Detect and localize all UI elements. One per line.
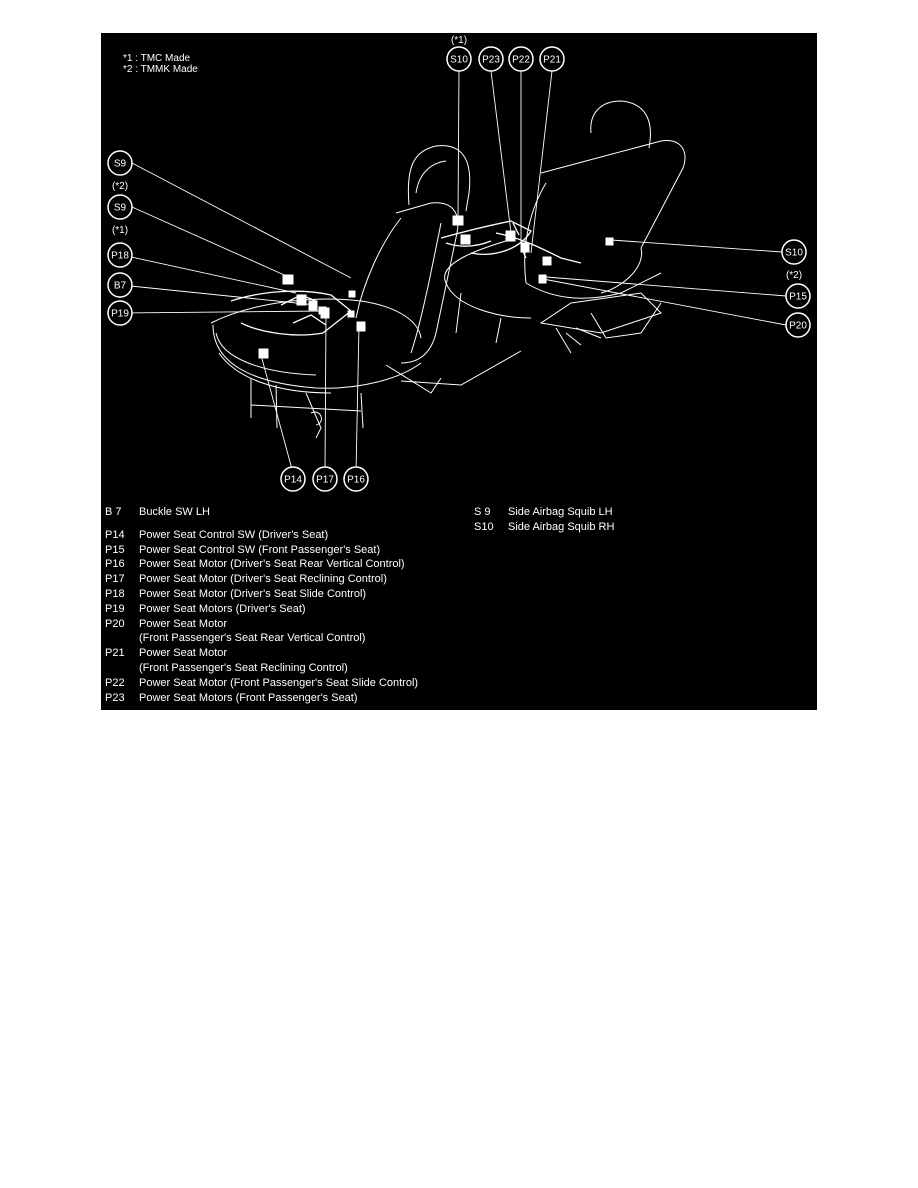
callout-label: S9 — [113, 158, 127, 170]
callout-b7 — [108, 273, 132, 297]
callout-label: P19 — [111, 308, 129, 320]
legend-desc: Side Airbag Squib LH — [508, 506, 613, 518]
driver-seat-drawing — [211, 146, 521, 438]
legend-desc: Power Seat Control SW (Driver's Seat) — [139, 528, 329, 541]
legend-desc: Power Seat Motors (Driver's Seat) — [139, 602, 306, 615]
callout-label: P17 — [316, 474, 334, 486]
legend-row — [105, 617, 418, 632]
callout-note: (*1) — [111, 225, 129, 236]
callout-p17 — [313, 467, 337, 491]
callout-p16 — [344, 467, 368, 491]
legend-desc: Power Seat Control SW (Front Passenger's Seat) — [139, 543, 381, 556]
callout-label: S10 — [785, 247, 803, 259]
legend-row — [105, 646, 418, 661]
callout-note: (*1) — [450, 35, 468, 46]
legend-row — [105, 557, 418, 572]
legend-desc: Power Seat Motor (Driver's Seat Slide Control) — [139, 587, 367, 600]
callout-label: P18 — [111, 250, 129, 262]
callout-label: P21 — [543, 54, 561, 66]
callout-label: S9 — [113, 202, 127, 214]
legend-code: P15 — [105, 543, 125, 556]
legend-row — [474, 505, 614, 520]
legend-row — [105, 572, 418, 587]
callout-p19 — [108, 301, 132, 325]
callout-label: P22 — [512, 54, 530, 66]
callout-label: B7 — [113, 280, 127, 292]
legend-desc: Power Seat Motor (Front Passenger's Seat Slide Control) — [139, 676, 419, 689]
callout-label: P23 — [482, 54, 500, 66]
diagram-panel — [101, 33, 817, 710]
legend-right — [474, 505, 614, 535]
legend-code: P21 — [105, 647, 125, 660]
legend-desc: Side Airbag Squib RH — [508, 520, 615, 533]
legend-row — [105, 505, 418, 520]
callout-label: P16 — [347, 474, 365, 486]
legend-desc: Power Seat Motor (Driver's Seat Rear Vertical Control) — [139, 558, 405, 571]
passenger-seat-drawing — [445, 101, 685, 353]
legend-row — [105, 676, 418, 691]
legend-code: P18 — [105, 587, 125, 600]
callout-p18 — [108, 243, 132, 267]
callout-p20 — [786, 313, 810, 337]
legend-code: P14 — [105, 528, 125, 541]
footnote-tmmk: *2 : TMMK Made — [123, 64, 198, 75]
legend-code: P19 — [105, 602, 125, 615]
callout-p21 — [540, 47, 564, 71]
legend-desc-continued: (Front Passenger's Seat Reclining Control) — [139, 661, 348, 674]
legend-row — [105, 543, 418, 558]
callout-label: S10 — [450, 54, 468, 66]
legend-code: S10 — [474, 520, 494, 533]
leader-lines — [121, 71, 786, 473]
callout-s9 — [108, 195, 132, 236]
legend-code: P22 — [105, 676, 125, 689]
callout-label: P15 — [789, 291, 807, 303]
legend-desc: Power Seat Motor (Driver's Seat Reclining Control) — [139, 573, 387, 586]
legend-code: B 7 — [105, 506, 122, 518]
legend-code: P17 — [105, 573, 125, 586]
legend-left — [105, 505, 418, 705]
legend-row — [105, 587, 418, 602]
legend-desc: Power Seat Motor — [139, 647, 228, 660]
callout-s10 — [782, 240, 806, 281]
legend-row — [105, 602, 418, 617]
callout-p14 — [281, 467, 305, 491]
legend-code: S 9 — [474, 506, 491, 518]
legend-desc: Power Seat Motor — [139, 617, 228, 630]
callout-label: P20 — [789, 320, 807, 332]
legend-row — [105, 528, 418, 543]
callout-p23 — [479, 47, 503, 71]
callout-p15 — [786, 284, 810, 308]
callout-note: (*2) — [111, 181, 129, 192]
legend-row — [105, 691, 418, 706]
footnote-tmc: *1 : TMC Made — [123, 53, 191, 64]
legend-desc-continued: (Front Passenger's Seat Rear Vertical Control) — [139, 632, 366, 645]
legend-code: P20 — [105, 617, 125, 630]
callout-note: (*2) — [785, 270, 803, 281]
callout-p22 — [509, 47, 533, 71]
legend-desc: Buckle SW LH — [139, 506, 210, 518]
legend-code: P16 — [105, 558, 125, 571]
legend-row — [474, 520, 614, 535]
callout-label: P14 — [284, 474, 302, 486]
callout-s9 — [108, 151, 132, 192]
legend-code: P23 — [105, 691, 125, 704]
legend-desc: Power Seat Motors (Front Passenger's Seat) — [139, 691, 358, 704]
connectors-drawing — [259, 216, 613, 358]
callout-s10 — [447, 35, 471, 71]
